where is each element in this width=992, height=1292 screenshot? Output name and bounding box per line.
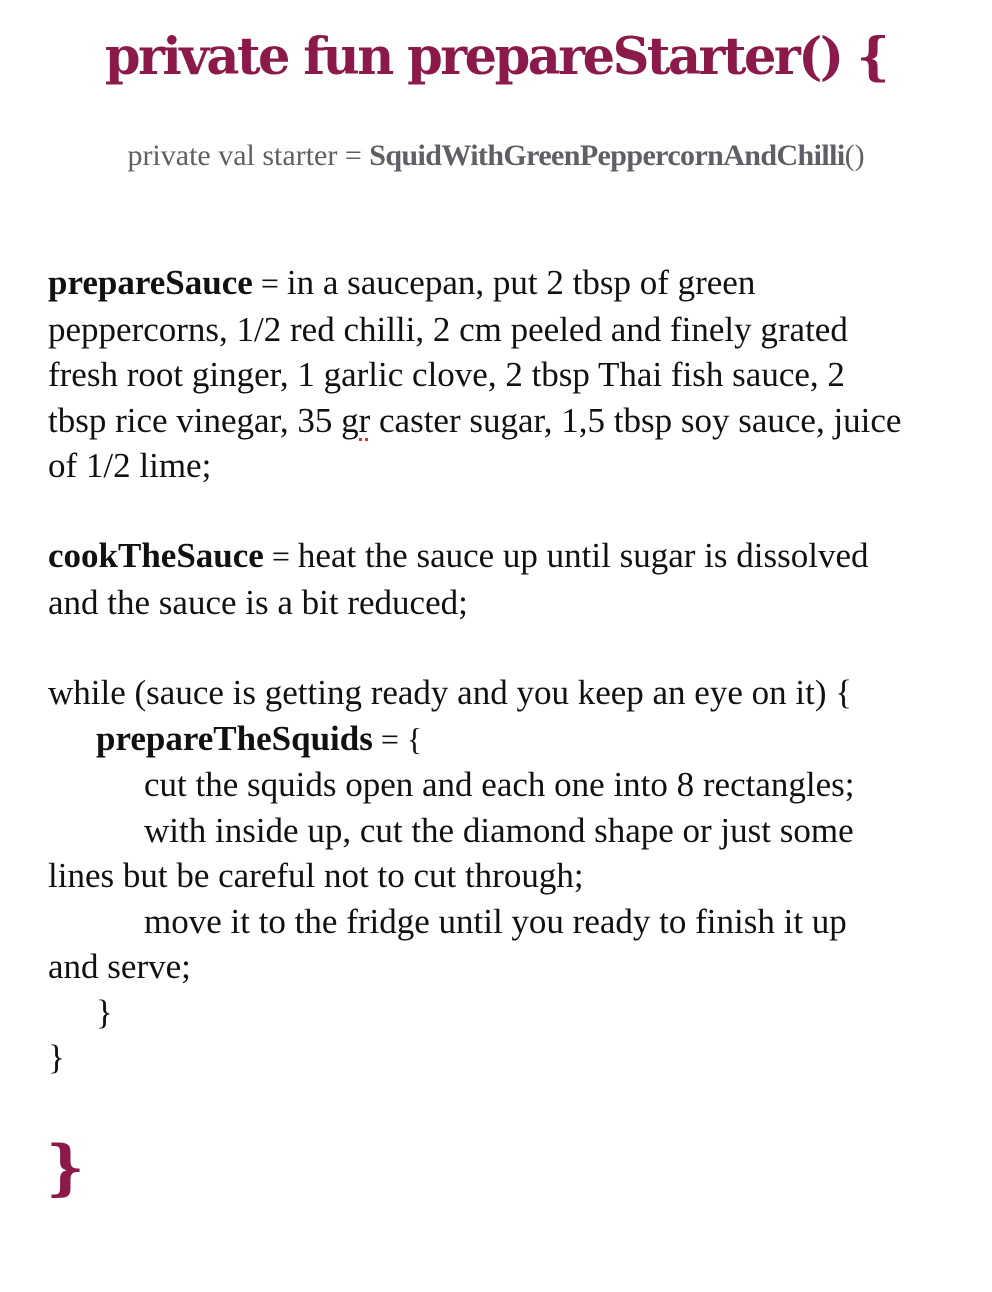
- prepare-sauce-text-4b: caster sugar, 1,5 tbsp soy sauce, juice: [370, 400, 902, 440]
- cook-sauce-text-1: heat the sauce up until sugar is dissolved: [297, 536, 869, 575]
- while-header: while (sauce is getting ready and you keep an eye on it) {: [48, 673, 853, 712]
- cook-sauce-equals: =: [263, 538, 298, 574]
- prepare-sauce-line-4: [48, 398, 968, 444]
- cook-sauce-line-2: and the sauce is a bit reduced;: [48, 582, 468, 622]
- prepare-squids-keyword: prepareTheSquids: [96, 718, 373, 758]
- prepare-sauce-text-1: in a saucepan, put 2 tbsp of green: [286, 263, 756, 302]
- while-block: [48, 670, 968, 1081]
- prepare-sauce-line-2: peppercorns, 1/2 red chilli, 2 cm peeled and finely grated: [48, 309, 848, 349]
- prepare-sauce-paragraph: [48, 260, 968, 489]
- cook-sauce-line-1: [48, 533, 968, 580]
- prepare-sauce-line-3: fresh root ginger, 1 garlic clove, 2 tbsp Thai fish sauce, 2: [48, 355, 845, 394]
- spellcheck-flagged-word[interactable]: gr: [341, 400, 371, 440]
- squid-step-3-line-1: move it to the fridge until you ready to finish it up: [144, 901, 847, 941]
- function-closing-brace: }: [46, 1133, 85, 1203]
- cook-sauce-paragraph: [48, 533, 968, 625]
- prepare-sauce-line-1: [48, 260, 968, 307]
- starter-declaration: [0, 136, 992, 176]
- prepare-sauce-line-5: of 1/2 lime;: [48, 446, 212, 485]
- squid-step-1: cut the squids open and each one into 8 rectangles;: [144, 765, 855, 804]
- function-heading: private fun prepareStarter() {: [104, 27, 888, 87]
- squid-step-2-line-1: with inside up, cut the diamond shape or just some: [144, 810, 854, 850]
- starter-class-name: SquidWithGreenPeppercornAndChilli: [369, 139, 845, 172]
- prepare-sauce-keyword: prepareSauce: [48, 263, 253, 302]
- prepare-sauce-equals: =: [252, 265, 287, 301]
- squid-step-2-line-2: lines but be careful not to cut through;: [48, 856, 584, 895]
- prepare-sauce-text-4a: tbsp rice vinegar, 35: [48, 400, 342, 440]
- inner-close-brace: }: [96, 992, 113, 1032]
- prepare-squids-open: = {: [372, 720, 423, 757]
- prepare-squids-line: [48, 716, 968, 763]
- cook-sauce-keyword: cookTheSauce: [48, 536, 264, 575]
- declaration-prefix: private val starter =: [127, 139, 370, 172]
- outer-close-brace: }: [48, 1038, 65, 1077]
- declaration-suffix: (): [844, 139, 865, 172]
- squid-step-3-line-2: and serve;: [48, 947, 191, 986]
